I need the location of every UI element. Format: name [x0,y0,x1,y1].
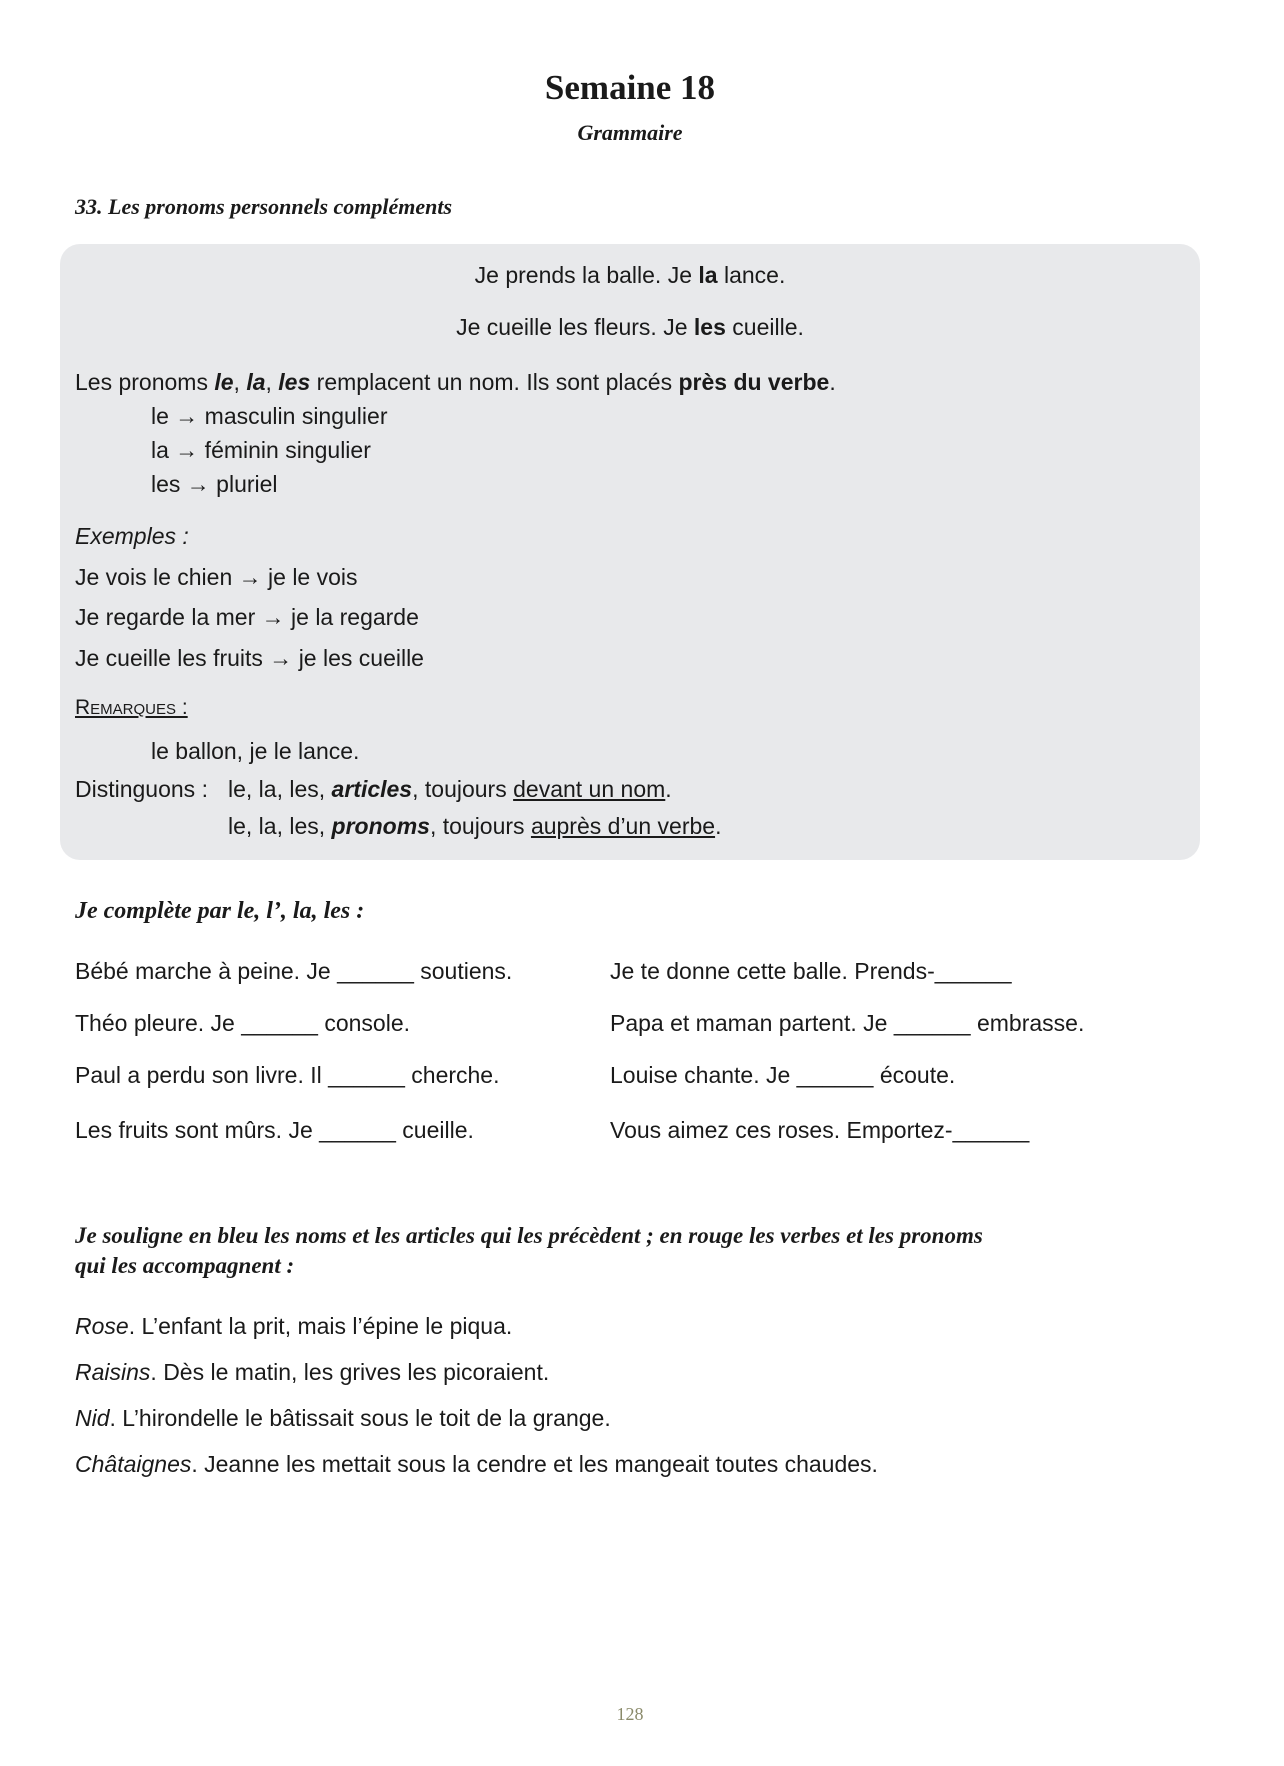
lesson-example-1: Je prends la balle. Je la lance. [474,262,786,288]
exercise1-heading: Je complète par le, l’, la, les : [75,898,365,924]
exercise2-heading-line2: qui les accompagnent : [75,1253,295,1278]
exercise1-item: Vous aimez ces roses. Emportez-______ [610,1117,1030,1143]
form-les: les → pluriel [151,471,278,497]
remarks-label: Remarques : [75,696,188,719]
example-item: Je cueille les fruits → je les cueille [75,645,424,671]
exercise1-item: Bébé marche à peine. Je ______ soutiens. [75,958,513,984]
page-title: Semaine 18 [544,68,716,107]
form-le: le → masculin singulier [151,403,388,429]
exercise1-item: Papa et maman partent. Je ______ embrasse. [610,1010,1085,1036]
lesson-heading: 33. Les pronoms personnels compléments [75,194,453,219]
exercise1-item: Paul a perdu son livre. Il ______ cherche. [75,1062,500,1088]
lesson-example-2: Je cueille les fleurs. Je les cueille. [456,314,804,340]
distinguish-articles: le, la, les, articles, toujours devant un nom. [228,776,672,802]
exercise2-item: Rose. L’enfant la prit, mais l’épine le piqua. [75,1313,513,1339]
examples-label: Exemples : [75,523,189,549]
exercise1-item: Louise chante. Je ______ écoute. [610,1062,956,1088]
example-item: Je regarde la mer → je la regarde [75,604,419,630]
exercise1-item: Théo pleure. Je ______ console. [75,1010,411,1036]
exercise2-heading-line1: Je souligne en bleu les noms et les articles qui les précèdent ; en rouge les verbes et les pronoms [75,1223,983,1248]
remark-1: le ballon, je le lance. [151,738,360,764]
exercise2-item: Raisins. Dès le matin, les grives les picoraient. [75,1359,550,1385]
form-la: la → féminin singulier [151,437,371,463]
lesson-rule: Les pronoms le, la, les remplacent un nom. Ils sont placés près du verbe. [75,369,836,395]
exercise2-item: Nid. L’hirondelle le bâtissait sous le toit de la grange. [75,1405,611,1431]
example-item: Je vois le chien → je le vois [75,564,358,590]
page-number: 128 [616,1704,644,1724]
distinguish-label: Distinguons : [75,776,208,802]
exercise1-item: Je te donne cette balle. Prends-______ [610,958,1012,984]
distinguish-pronouns: le, la, les, pronoms, toujours auprès d’un verbe. [228,813,722,839]
exercise1-item: Les fruits sont mûrs. Je ______ cueille. [75,1117,474,1143]
page-subtitle: Grammaire [577,120,683,145]
exercise2-item: Châtaignes. Jeanne les mettait sous la cendre et les mangeait toutes chaudes. [75,1451,878,1477]
